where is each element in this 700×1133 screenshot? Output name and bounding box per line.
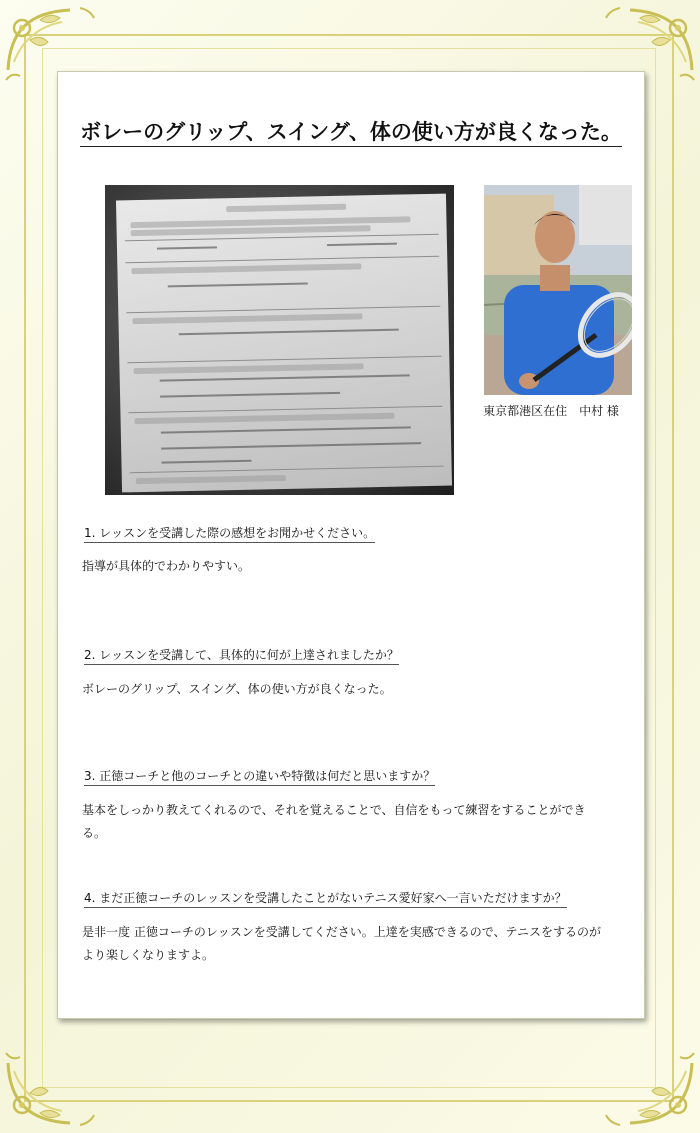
question-3: 3. 正徳コーチと他のコーチとの違いや特徴は何だと思いますか？ (84, 767, 435, 784)
corner-ornament (0, 1043, 110, 1133)
survey-sheet (116, 194, 452, 493)
customer-photo (484, 185, 632, 395)
page-title: ボレーのグリップ、スイング、体の使い方が良くなった。 (58, 116, 644, 146)
testimonial-panel (57, 71, 645, 1019)
answer-3: 基本をしっかり教えてくれるので、それを覚えることで、自信をもって練習をすることができる。 (82, 803, 586, 840)
customer-caption: 東京都港区在住 中村 様 (483, 404, 619, 418)
question-4: 4. まだ正徳コーチのレッスンを受講したことがないテニス愛好家へ一言いただけますか？ (84, 889, 567, 906)
answer-1: 指導が具体的でわかりやすい。 (82, 559, 251, 573)
answer-4: 是非一度 正徳コーチのレッスンを受講してください。上達を実感できるので、テニスをするのがより楽しくなりますよ。 (82, 925, 601, 962)
answer-2: ボレーのグリップ、スイング、体の使い方が良くなった。 (82, 682, 392, 696)
question-2: 2. レッスンを受講して、具体的に何が上達されましたか？ (84, 646, 399, 663)
question-1: 1. レッスンを受講した際の感想をお聞かせください。 (84, 524, 375, 541)
survey-sheet-photo (105, 185, 454, 495)
tennis-player-illustration (484, 185, 632, 395)
corner-ornament (590, 1043, 700, 1133)
